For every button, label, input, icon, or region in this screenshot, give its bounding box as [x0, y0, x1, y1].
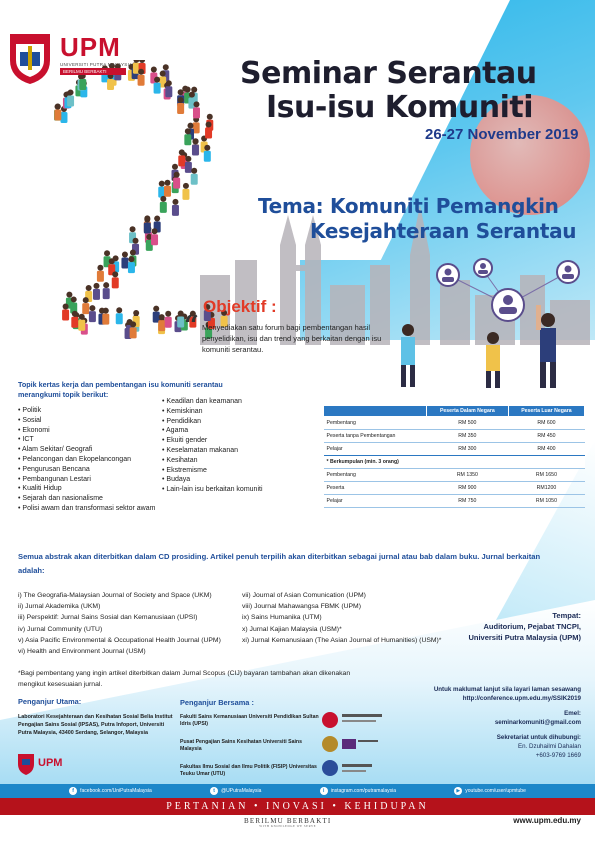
crowd-person-head [153, 306, 159, 312]
topic-item: • Polisi awam dan transformasi sektor awam [18, 504, 156, 512]
topic-item: • Pelancongan dan Ekopelancongan [18, 455, 131, 463]
crowd-person-head [160, 196, 166, 202]
crowd-person-body [164, 186, 171, 197]
crowd-person-head [172, 199, 178, 205]
footer-tagline-main: BERILMU BERBAKTI [244, 817, 332, 825]
crowd-person-head [159, 181, 165, 187]
email-label: Emel: [564, 710, 581, 718]
fee-row [324, 430, 585, 443]
topic-item: • Alam Sekitar/ Geografi [18, 446, 93, 454]
crowd-person-head [86, 285, 92, 291]
fee-international: RM 450 [508, 430, 584, 443]
crowd-person-head [93, 283, 99, 289]
crowd-person-body [165, 317, 172, 328]
journal-item: viii) Journal Mahawangsa FBMK (UPM) [242, 603, 361, 611]
fee-table [323, 405, 585, 508]
crowd-person-head [183, 183, 189, 189]
topic-item: • Ekstremisme [162, 466, 207, 474]
crowd-person-body [112, 277, 119, 288]
crowd-person-head [103, 308, 109, 314]
journal-item: v) Asia Pacific Environmental & Occupational Health Journal (UPM) [18, 636, 221, 644]
fee-local: RM 350 [426, 430, 508, 443]
co-organiser-list [180, 714, 320, 788]
fee-international: RM 600 [508, 417, 584, 430]
crowd-person-head [138, 69, 144, 75]
crowd-person-head [63, 304, 69, 310]
crowd-person-body [78, 320, 85, 331]
fee-international: RM1200 [508, 482, 584, 495]
crowd-person-head [151, 67, 157, 73]
footer-tagline [244, 817, 331, 828]
crowd-person-body [165, 86, 172, 97]
fee-header: Peserta Luar Negara [508, 406, 584, 417]
facebook-icon: f [69, 787, 77, 795]
crowd-person-head [159, 314, 165, 320]
website-link[interactable]: http://conference.upm.edu.my/SSIK2019 [462, 694, 581, 702]
secretariat-label: Sekretariat untuk dihubungi: [496, 734, 581, 742]
crowd-person-body [158, 320, 165, 331]
crowd-person-body [177, 103, 184, 114]
crowd-person-head [71, 296, 77, 302]
topic-item: • Ekonomi [18, 426, 50, 434]
crowd-person-body [144, 222, 151, 233]
crowd-person-body [193, 107, 200, 118]
journal-item: iv) Jurnal Community (UTU) [18, 625, 103, 633]
crowd-person-body [191, 174, 198, 185]
crowd-person-body [160, 202, 167, 213]
fee-category: Peserta tanpa Pembentangan [324, 430, 427, 443]
crowd-person-head [165, 311, 171, 317]
email-link[interactable]: seminarkomuniti@gmail.com [494, 718, 581, 726]
people-network-illustration [388, 250, 593, 390]
objective-title: Objektif : [203, 297, 277, 316]
crowd-person-head [185, 87, 191, 93]
topic-item: • Pendidikan [162, 417, 202, 425]
topics-intro: Topik kertas kerja dan pembentangan isu komuniti serantau merangkumi topik berikut: [18, 380, 223, 399]
crowd-person-head [133, 310, 139, 316]
motto-bar: PERTANIAN • INOVASI • KEHIDUPAN [0, 798, 595, 815]
crowd-person-body [173, 178, 180, 189]
crowd-person-head [191, 168, 197, 174]
fee-local: RM 900 [426, 482, 508, 495]
crowd-person-head [104, 250, 110, 256]
contact-block [411, 686, 581, 760]
more-info-text: Untuk maklumat lanjut sila layari laman sesawang [433, 686, 581, 693]
crowd-person-body [102, 314, 109, 325]
journal-item: ii) Jurnal Akademika (UKM) [18, 603, 101, 611]
logo-tagline: BERILMU BERBAKTI [60, 68, 126, 75]
crowd-person-head [165, 180, 171, 186]
social-facebook[interactable] [69, 787, 152, 795]
usm-crest-icon [322, 736, 338, 752]
journals-list-right [242, 590, 441, 646]
crowd-person-head [130, 321, 136, 327]
fee-row [324, 469, 585, 482]
crowd-person-body [54, 110, 61, 121]
main-organiser-text: Laboratori Kesejahteraan dan Kesihatan Sosial Belia Institut Pengajian Sains Sosial (IPSAS), Putra Infoport, Universiti Putra Malaysia, 43400 Serdang, Selangor, Malaysia [18, 714, 173, 736]
secretariat-name: En. Dzuhailmi Dahalan [518, 742, 581, 750]
crowd-person-head [174, 172, 180, 178]
event-date: 26-27 November 2019 [425, 126, 579, 143]
fee-category: Pembentang [324, 469, 427, 482]
publication-note: Semua abstrak akan diterbitkan dalam CD prosiding. Artikel penuh terpilih akan diterbitkan sebagai jurnal atau bab dalam buku. Jurnal berkaitan adalah: [18, 552, 541, 575]
theme-line1: Tema: Komuniti Pemangkin [258, 194, 559, 218]
social-label: instagram.com/putramalaysia [330, 788, 397, 794]
secretariat-phone: +603-9769 1669 [535, 751, 581, 759]
upm-small-logo [16, 752, 76, 776]
crowd-person-head [172, 164, 178, 170]
topic-item: • Agama [162, 427, 189, 435]
venue-place: Auditorium, Pejabat TNCPI, Universiti Putra Malaysia (UPM) [468, 622, 581, 642]
fee-local: RM 1350 [426, 469, 508, 482]
topic-item: • Budaya [162, 476, 191, 484]
crowd-person-head [163, 64, 169, 70]
fee-local: RM 500 [426, 417, 508, 430]
crowd-person-head [166, 80, 172, 86]
crowd-person-head [116, 307, 122, 313]
fee-header [324, 406, 427, 417]
instagram-icon: i [320, 787, 328, 795]
fee-local: RM 300 [426, 443, 508, 456]
topics-list-left [18, 406, 155, 514]
crowd-person-head [79, 314, 85, 320]
objective-text: Menyediakan satu forum bagi pembentangan hasil penyelidikan, isu dan trend yang berkaitan dengan isu komuniti serantau. [202, 323, 382, 354]
crowd-person-head [206, 122, 212, 128]
crowd-person-body [71, 317, 78, 328]
crowd-person-head [130, 249, 136, 255]
topic-item: • ICT [18, 436, 34, 444]
crowd-person-body [121, 257, 128, 268]
social-youtube[interactable] [454, 787, 526, 795]
scopus-note: *Bagi pembentang yang ingin artikel diterbitkan dalam Jurnal Scopus (CIJ) bayaran tambahan akan dikenakan mengikut kesesuaian jurnal. [18, 670, 351, 688]
fee-group-label: * Berkumpulan (min. 3 orang) [324, 456, 585, 469]
quote-icon: “ [184, 311, 199, 341]
journal-item: ix) Sains Humanika (UTM) [242, 614, 322, 622]
crowd-person-body [93, 289, 100, 300]
topic-item: • Keadilan dan keamanan [162, 398, 242, 405]
fee-category: Pelajar [324, 495, 427, 508]
topic-item: • Sosial [18, 416, 42, 424]
crowd-person-head [144, 216, 150, 222]
fee-row [324, 417, 585, 430]
co-organiser-title: Penganjur Bersama : [180, 698, 254, 707]
crowd-person-body [178, 155, 185, 166]
footer-tagline-sub: WITH KNOWLEDGE WE SERVE [259, 824, 317, 828]
fee-header: Peserta Dalam Negara [426, 406, 508, 417]
upm-logo [6, 30, 132, 86]
journal-item: vi) Health and Environment Journal (USM) [18, 648, 146, 656]
fee-international: RM 1050 [508, 495, 584, 508]
crowd-person-head [178, 97, 184, 103]
crowd-person-head [72, 311, 78, 317]
crowd-person-head [178, 89, 184, 95]
fee-category: Peserta [324, 482, 427, 495]
crowd-person-body [151, 234, 158, 245]
theme-line2: Kesejahteraan Serantau [310, 219, 577, 243]
social-bar [0, 784, 595, 798]
twitter-icon: t [210, 787, 218, 795]
crowd-person-head [152, 228, 158, 234]
topic-item: • Lain-lain isu berkaitan komuniti [162, 486, 263, 494]
crowd-person-body [130, 327, 137, 338]
topic-item: • Ekuiti gender [162, 437, 208, 445]
crowd-person-body [82, 303, 89, 314]
crowd-person-head [204, 145, 210, 151]
event-title-line1: Seminar Serantau [240, 56, 537, 91]
crowd-person-head [185, 128, 191, 134]
topic-item: • Politik [18, 407, 42, 414]
crowd-person-head [89, 305, 95, 311]
crowd-person-body [185, 162, 192, 173]
crowd-person-body [128, 262, 135, 273]
topic-item: • Kualiti Hidup [18, 485, 62, 493]
topic-item: • Keselamatan makanan [162, 446, 238, 454]
crowd-person-head [112, 271, 118, 277]
social-label: facebook.com/UniPutraMalaysia [80, 788, 152, 794]
crowd-person-head [187, 123, 193, 129]
main-organiser-title: Penganjur Utama: [18, 697, 82, 706]
venue-block [451, 610, 581, 643]
crowd-person-body [97, 271, 104, 282]
footer-website-link[interactable]: www.upm.edu.my [513, 816, 581, 825]
crowd-person-head [55, 104, 61, 110]
fee-group-label-row [324, 456, 585, 469]
crowd-person-body [62, 310, 69, 321]
crowd-person-body [204, 151, 211, 162]
fee-local: RM 750 [426, 495, 508, 508]
fee-international: RM 400 [508, 443, 584, 456]
topic-item: • Kesihatan [162, 456, 198, 464]
crowd-person-head [154, 77, 160, 83]
crowd-person-head [68, 89, 74, 95]
crowd-person-head [207, 114, 213, 120]
crowd-person-head [189, 92, 195, 98]
crowd-person-head [154, 216, 160, 222]
partner-logos [318, 710, 398, 780]
crowd-person-head [83, 297, 89, 303]
social-label: youtube.com/user/upmtube [465, 788, 526, 794]
crowd-person-head [193, 101, 199, 107]
fee-row [324, 482, 585, 495]
crowd-person-head [122, 251, 128, 257]
crowd-person-head [130, 226, 136, 232]
utu-logo-icon [322, 760, 338, 776]
fee-row [324, 443, 585, 456]
crowd-person-head [160, 71, 166, 77]
social-label: @UPutraMalaysia [221, 788, 262, 794]
upsi-logo-icon [322, 712, 338, 728]
crowd-person-head [97, 265, 103, 271]
fee-row [324, 495, 585, 508]
co-organiser-item: Fakulti Sains Kemanusiaan Universiti Pendidikan Sultan Idris (UPSI) [180, 714, 319, 728]
logo-wordmark: UPM [60, 32, 121, 62]
journal-item: vii) Journal of Asian Comunication (UPM) [242, 592, 366, 599]
social-instagram[interactable] [320, 787, 396, 795]
crowd-person-body [67, 95, 74, 106]
crowd-person-body [182, 189, 189, 200]
topic-item: • Kemiskinan [162, 407, 203, 415]
crowd-person-body [138, 75, 145, 86]
topic-item: • Sejarah dan nasionalisme [18, 495, 103, 503]
venue-label: Tempat: [552, 611, 581, 620]
crowd-person-body [172, 205, 179, 216]
crowd-person-head [178, 311, 184, 317]
co-organiser-item: Pusat Pengajian Sains Kesihatan Universiti Sains Malaysia [180, 738, 302, 753]
journal-item: x) Jurnal Kajian Malaysia (USM)* [242, 625, 342, 633]
topic-item: • Pembangunan Lestari [18, 475, 91, 483]
crowd-person-body [116, 313, 123, 324]
crowd-person-head [133, 238, 139, 244]
crowd-person-body [103, 288, 110, 299]
fee-category: Pelajar [324, 443, 427, 456]
crowd-person-head [185, 156, 191, 162]
upm-small-logo-text: UPM [38, 757, 63, 769]
journal-item: i) The Geografia-Malaysian Journal of Society and Space (UKM) [18, 592, 212, 599]
crowd-person-body [184, 134, 191, 145]
fee-header-row [324, 406, 585, 417]
fee-international: RM 1650 [508, 469, 584, 482]
crowd-person-body [89, 311, 96, 322]
crowd-person-body [154, 83, 161, 94]
social-twitter[interactable] [210, 787, 261, 795]
youtube-icon: ▶ [454, 787, 462, 795]
crowd-person-head [139, 60, 145, 63]
crowd-person-body [60, 112, 67, 123]
journals-list-left [18, 590, 221, 657]
crowd-person-head [103, 282, 109, 288]
crowd-person-head [128, 256, 134, 262]
topic-item: • Pengurusan Bencana [18, 465, 90, 473]
crowd-person-head [192, 138, 198, 144]
co-organiser-item: Fakultas Ilmu Sosial dan Ilmu Politik (FISIP) Universitas Teuku Umar (UTU) [180, 763, 317, 778]
crowd-person-head [109, 258, 115, 264]
upm-crest-icon [6, 30, 54, 86]
logo-subtitle: UNIVERSITI PUTRA MALAYSIA [60, 62, 133, 67]
crowd-person-body [205, 128, 212, 139]
journal-item: xi) Jurnal Kemanusiaan (The Asian Journal of Humanities) (USM)* [242, 636, 442, 644]
journal-item: iii) Perspektif: Jurnal Sains Sosial dan Kemanusiaan (UPSI) [18, 614, 198, 622]
topics-list-right [162, 397, 263, 495]
crowd-person-body [192, 144, 199, 155]
crowd-person-head [66, 292, 72, 298]
crowd-person-head [179, 149, 185, 155]
event-title-line2: Isu-isu Komuniti [266, 90, 533, 125]
fee-category: Pembentang [324, 417, 427, 430]
